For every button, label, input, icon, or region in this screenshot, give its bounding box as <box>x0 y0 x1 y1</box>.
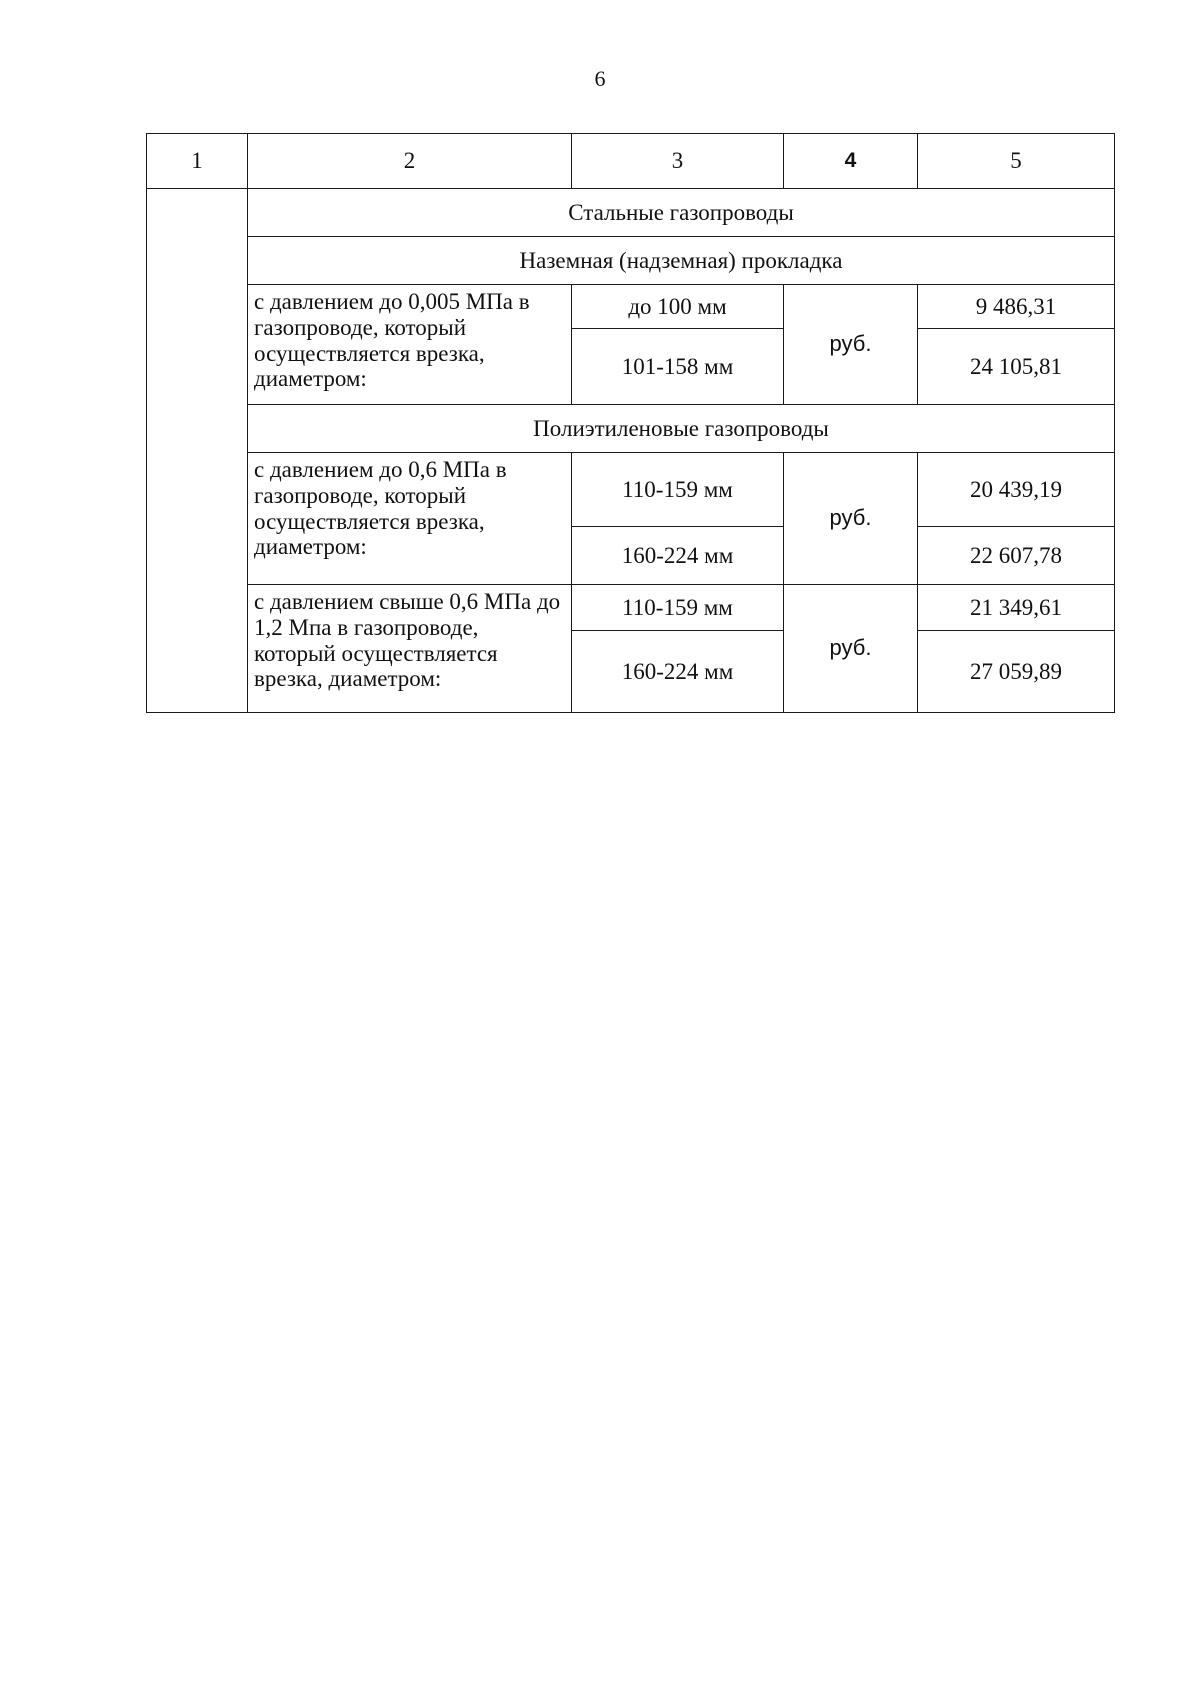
row-number-cell <box>147 189 248 713</box>
group-description: с давлением до 0,6 МПа в газопроводе, который осуществляется врезка, диаметром: <box>248 453 572 585</box>
price-cell: 24 105,81 <box>918 329 1115 405</box>
price-cell: 27 059,89 <box>918 631 1115 713</box>
page-number: 6 <box>594 66 606 91</box>
section-row-steel <box>147 189 1115 237</box>
tariff-table <box>146 133 1115 713</box>
section-title-poly: Полиэтиленовые газопроводы <box>248 405 1115 453</box>
diameter-cell: 110-159 мм <box>572 585 784 631</box>
unit-cell: руб. <box>784 285 918 405</box>
table-row <box>147 585 1115 631</box>
price-cell: 20 439,19 <box>918 453 1115 527</box>
unit-cell: руб. <box>784 585 918 713</box>
diameter-cell: до 100 мм <box>572 285 784 329</box>
price-cell: 21 349,61 <box>918 585 1115 631</box>
table-row <box>147 453 1115 527</box>
unit-cell: руб. <box>784 453 918 585</box>
price-cell: 9 486,31 <box>918 285 1115 329</box>
section-title-steel: Стальные газопроводы <box>248 189 1115 237</box>
header-col-1: 1 <box>147 134 248 189</box>
section-subtitle-steel: Наземная (надземная) прокладка <box>248 237 1115 285</box>
group-description: с давлением до 0,005 МПа в газопроводе, который осуществляется врезка, диаметром: <box>248 285 572 405</box>
diameter-cell: 101-158 мм <box>572 329 784 405</box>
diameter-cell: 160-224 мм <box>572 631 784 713</box>
header-col-3: 3 <box>572 134 784 189</box>
table-header-row <box>147 134 1115 189</box>
header-col-5: 5 <box>918 134 1115 189</box>
header-col-2: 2 <box>248 134 572 189</box>
diameter-cell: 160-224 мм <box>572 527 784 585</box>
header-col-4: 4 <box>784 134 918 189</box>
price-cell: 22 607,78 <box>918 527 1115 585</box>
section-row-poly <box>147 405 1115 453</box>
group-description: с давлением свыше 0,6 МПа до 1,2 Мпа в газопроводе, который осуществляется врезка, диаметром: <box>248 585 572 713</box>
section-row-steel-sub <box>147 237 1115 285</box>
diameter-cell: 110-159 мм <box>572 453 784 527</box>
table-row <box>147 285 1115 329</box>
